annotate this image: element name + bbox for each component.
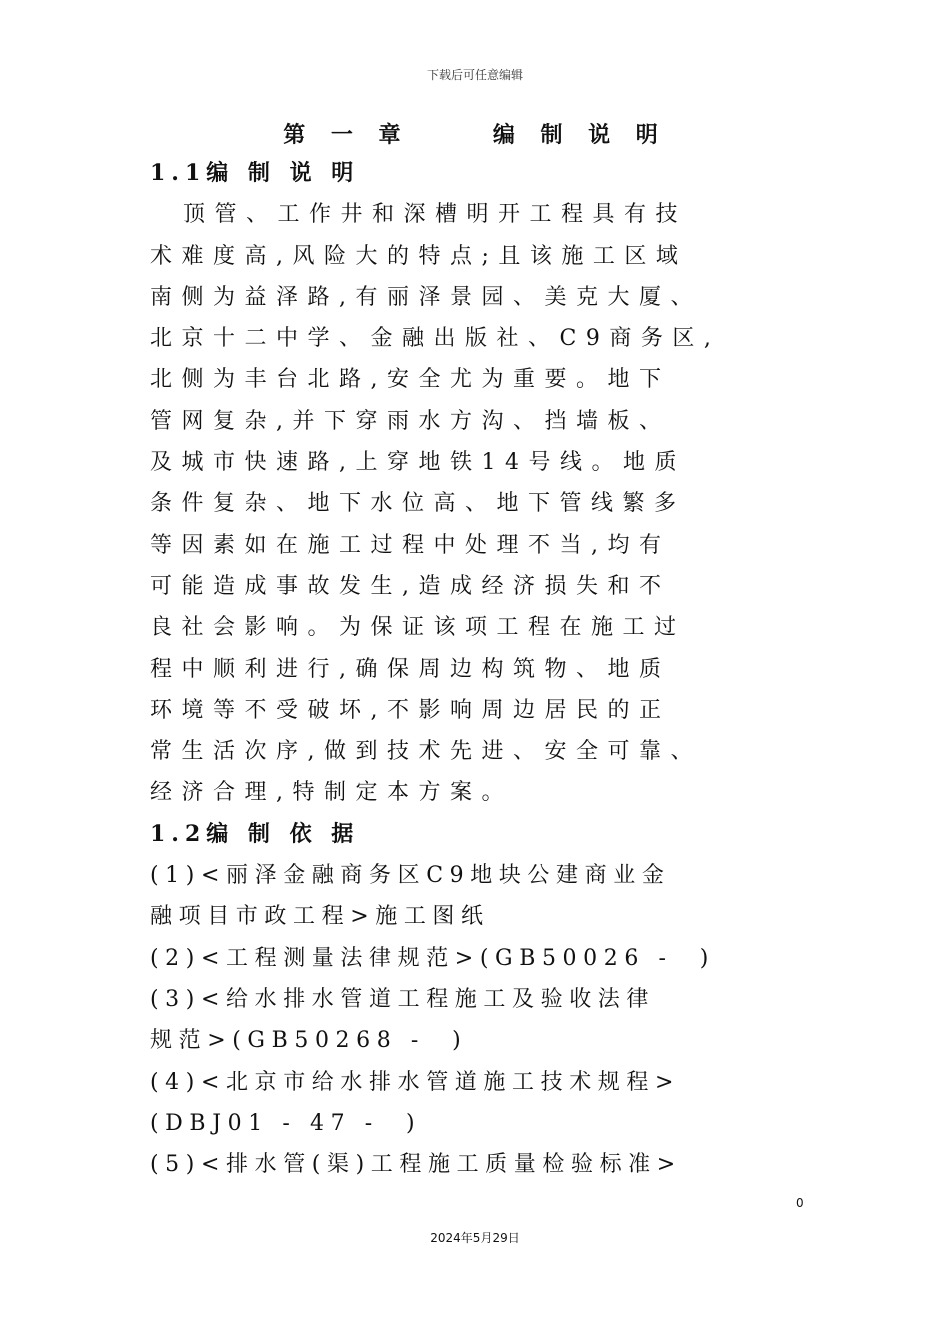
reference-line: (DBJ01 - 47 - ) <box>150 1110 422 1136</box>
text-line: 及城市快速路,上穿地铁14号线。地质 <box>150 450 686 476</box>
reference-line: (2)<工程测量法律规范>(GB50026 - ) <box>150 945 715 971</box>
text-line: 经济合理,特制定本方案。 <box>150 780 513 806</box>
text-line: 条件复杂、地下水位高、地下管线繁多 <box>150 491 686 517</box>
section-heading-1-1: 1.1编 制 说 明 <box>150 160 360 186</box>
document-body <box>150 153 850 1185</box>
chapter-title: 第 一 章 编 制 说 明 <box>283 122 667 148</box>
text-line: 良社会影响。为保证该项工程在施工过 <box>150 615 686 641</box>
page-header: 下载后可任意编辑 <box>426 68 523 82</box>
section-1-1-paragraph <box>150 194 850 813</box>
text-line: 可能造成事故发生,造成经济损失和不 <box>150 573 671 599</box>
text-line: 南侧为益泽路,有丽泽景园、美克大厦、 <box>150 284 702 310</box>
text-line: 顶管、工作井和深槽明开工程具有技 <box>150 202 687 228</box>
text-line: 程中顺利进行,确保周边构筑物、地质 <box>150 656 671 682</box>
text-line: 等因素如在施工过程中处理不当,均有 <box>150 532 671 558</box>
text-line: 北侧为丰台北路,安全尤为重要。地下 <box>150 367 671 393</box>
reference-line: (1)<丽泽金融商务区C9地块公建商业金 <box>150 863 671 889</box>
page-footer-date: 2024年5月29日 <box>430 1231 520 1245</box>
reference-line: (5)<排水管(渠)工程施工质量检验标准> <box>150 1152 682 1178</box>
page-number: 0 <box>796 1196 804 1210</box>
reference-line: 规范>(GB50268 - ) <box>150 1028 468 1054</box>
reference-line: (4)<北京市给水排水管道施工技术规程> <box>150 1069 681 1095</box>
text-line: 管网复杂,并下穿雨水方沟、挡墙板、 <box>150 408 671 434</box>
text-line: 常生活次序,做到技术先进、安全可靠、 <box>150 739 702 765</box>
section-1-2-reference-list <box>150 855 850 1185</box>
text-line: 环境等不受破坏,不影响周边居民的正 <box>150 697 671 723</box>
section-heading-1-2: 1.2编 制 依 据 <box>150 820 360 847</box>
text-line: 术难度高,风险大的特点;且该施工区域 <box>150 243 688 269</box>
reference-line: 融项目市政工程>施工图纸 <box>150 904 490 930</box>
text-line: 北京十二中学、金融出版社、C9商务区, <box>150 326 721 352</box>
reference-line: (3)<给水排水管道工程施工及验收法律 <box>150 986 655 1012</box>
